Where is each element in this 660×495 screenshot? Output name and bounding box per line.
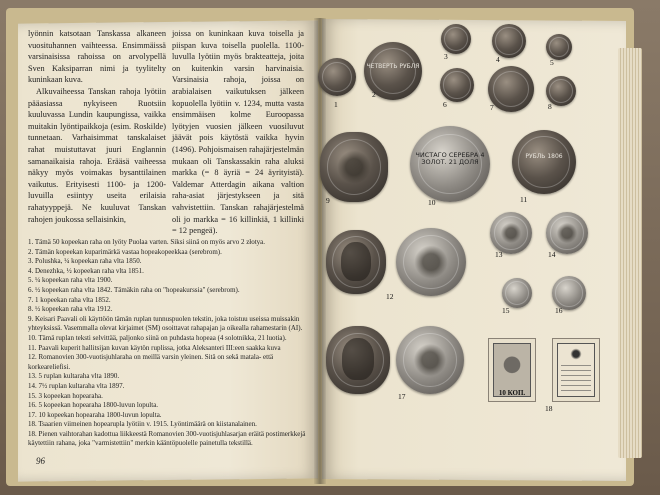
caption-item: 18. Tsaarien viimeinen hopearupla lyötiin v. 1915. Lyöntimäärä on kiistanalainen.: [28, 420, 257, 429]
caption-item: 3. Polushka, ¼ kopeekan raha vlta 1850.: [28, 257, 142, 266]
page-edges: [618, 48, 642, 458]
coin-17-reverse: [396, 326, 464, 394]
coin-label: 7: [490, 103, 494, 112]
coin-9: [320, 132, 388, 202]
caption-item: 8. ½ kopeekan raha vlta 1912.: [28, 305, 113, 314]
caption-item: 12. Romanovien 300-vuotisjuhlaraha on meillä varsin yleinen. Sitä on sekä matala- että korkeareliefisi.: [28, 353, 274, 371]
coin-label: 17: [398, 392, 406, 401]
coin-6: [440, 68, 474, 102]
caption-item: 9. Keisari Paavali oli käyttöön tämän ruplan tunnuspuolen tekstin, joka toistuu useissa muissakin yhteyksissä. Vasemmalla olevat kirjaimet (SM) osoittavat rahapajan ja oikealla rahamestarin (AI).: [28, 314, 303, 333]
paragraph: Alkuvaiheessa Tanskan rahoja lyötiin pääasiassa nykyiseen Ruotsiin kuuluvassa Lundin kaupungissa, vaikka muitakin lyöntipaikkoja (esim. Roskilde) tunnetaan. Varhaisimmat tanskalaiset rahat muistuttavat juuri Englannin samanaikaisia rahoja. Erääsä vaiheessa näkyy myös voimakas bysanttilainen vaikutus. Erityisesti 1100- ja 1200-luvuilla esiintyy useita erilaisia rahatyyppejä. Ne kuuluvat Tanskan rahojen joukossa sellaisinkin,: [28, 86, 166, 224]
coin-label: 14: [548, 250, 556, 259]
coin-3: [441, 24, 471, 54]
coin-inscription: РУБЛЬ 1806: [525, 153, 563, 161]
coin-4: [492, 24, 526, 58]
coin-inscription: ЧЕТВЕРТЬ РУБЛЯ: [366, 62, 420, 70]
caption-item: 1. Tämä 50 kopeekan raha on lyöty Puolaa varten. Siksi siinä on myös arvo 2 złotya.: [28, 238, 266, 246]
coin-label: 4: [496, 55, 500, 64]
caption-item: 18. Pienen vaihtorahan kadottua liikkeestä Romanovien 300-vuotisjuhlasarjan eräitä postimerkkejä käytettiin rahana, joka "varmistettiin" merkin kääntöpuolelle painetulla tekstillä.: [28, 429, 306, 448]
caption-item: 6. ½ kopeekan raha vlta 1842. Tämäkin raha on "hopeakurssia" (serebrom).: [28, 285, 240, 294]
caption-item: 17. 10 kopeekan hopearaha 1800-luvun lopulta.: [28, 410, 162, 419]
coin-label: 8: [548, 102, 552, 111]
coin-15: [502, 278, 532, 308]
stamp-value: 10 КОП.: [498, 389, 526, 397]
caption-item: 14. 7½ ruplan kultaraha vlta 1897.: [28, 381, 125, 390]
coin-label: 3: [444, 52, 448, 61]
coin-14: [546, 212, 588, 254]
coin-label: 11: [520, 195, 528, 204]
caption-item: 13. 5 ruplan kultaraha vlta 1890.: [28, 372, 120, 381]
page-number: 96: [36, 456, 45, 466]
coin-label: 15: [502, 306, 510, 315]
coin-12-reverse: [396, 228, 466, 296]
coin-17-obverse: [326, 326, 390, 394]
coin-label: 6: [443, 100, 447, 109]
coin-inscription: ЧИСТАГО СЕРЕБРА 4 ЗОЛОТ. 21 ДОЛЯ: [415, 150, 485, 166]
coin-16: [552, 276, 586, 310]
caption-item: 15. 3 kopeekan hopearaha.: [28, 391, 103, 400]
paragraph: joissa on kuninkaan kuva toisella ja piispan kuva toisella puolella. 1100-luvulla lyötiin myös brakteatteja, joita on kuitenkin varsin harvinaisia. Varsinaisia rahoja, joissa on arabialaisen vaikutuksen jälkeen kopuolella lyötiin v. 1234, mutta vasta ensimmäisen kolme Euroopassa lyötyjen vuosien jälkeen vuosiluvut jäävät pois käytöstä vaikka hyvin (1496). Pohjoismaisen rahajärjestelmän mukaan oli Tanskassakin raha aluksi markka (= 8 äyriä = 24 äyrityistä). Valdemar Atterdagin aikana valtion raha-asiat järjestykseen ja sitä vahvistettiin. Tanskan rahajärjestelmä oli jo markka = 16 killinkiä, 1 killinki = 12 pengeä).: [172, 29, 304, 236]
coin-5: [546, 34, 572, 60]
coin-label: 16: [555, 306, 563, 315]
coin-label: 13: [495, 250, 503, 259]
caption-item: 16. 5 kopeekan hopearaha 1800-luvun lopulta.: [28, 401, 159, 410]
caption-item: 10. Tämä ruplan teksti selvittää, paljonko siinä on puhdasta hopeaa (4 solotnikka, 21 luotia).: [28, 333, 287, 342]
coin-label: 18: [545, 404, 553, 413]
coin-label: 9: [326, 196, 330, 205]
caption-item: 11. Paavali kuperit hallitsijan kuvan käytön ruplissa, jotka Aleksanteri III:een saakka kuva: [28, 343, 281, 352]
left-text-column-2: [172, 28, 304, 237]
caption-item: 5. ¼ kopeekan raha vlta 1900.: [28, 276, 113, 285]
paragraph: lyönnin katsotaan Tanskassa alkaneen vuosituhannen vaihteessa. Ensimmäissä varsinaisissa rahoissa on arvolypellä Sven Kaksiparran nimi ja tyylitelty kuninkaan kuva.: [28, 29, 166, 85]
caption-item: 2. Tämän kopeekan kuparimärkä vastaa hopeakopeekkaa (serebrom).: [28, 247, 222, 256]
caption-item: 4. Denezhka, ½ kopeekan raha vlta 1851.: [28, 266, 144, 275]
coin-13: [490, 212, 532, 254]
coin-10: [410, 126, 490, 202]
caption-list: [28, 238, 306, 449]
postage-stamp-front: [488, 338, 536, 402]
postage-stamp-back: [552, 338, 600, 402]
coin-label: 5: [550, 58, 554, 67]
coin-label: 12: [386, 292, 394, 301]
coin-label: 10: [428, 198, 436, 207]
left-text-column-1: [28, 28, 166, 225]
coin-1: [318, 58, 356, 96]
coin-label: 2: [372, 90, 376, 99]
coin-label: 1: [334, 100, 338, 109]
coin-7: [488, 66, 534, 112]
coin-12: [326, 230, 386, 294]
coin-11: [512, 130, 576, 194]
caption-item: 7. 1 kopeekan raha vlta 1852.: [28, 295, 111, 304]
